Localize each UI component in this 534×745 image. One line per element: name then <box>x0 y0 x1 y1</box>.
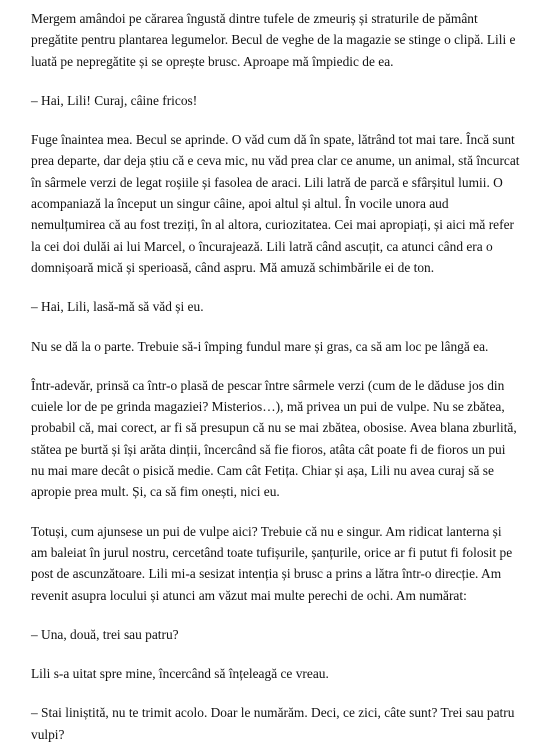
paragraph-8: – Una, două, trei sau patru? <box>31 626 179 642</box>
paragraph-4: – Hai, Lili, lasă-mă să văd și eu. <box>31 299 204 315</box>
paragraph-7: Totuși, cum ajunsese un pui de vulpe aici? Trebuie că nu e singur. Am ridicat lanterna și am baleiat în jurul nostru, cercetând toate tufișurile, șanțurile, orice ar fi putut fi folosit pe post de ascunzătoare. Lili mi-a sesizat intenția și brusc a prins a lătra într-o direcție. Am revenit asupra locului și atunci am văzut mai multe perechi de ochi. Am numărat: <box>31 523 513 603</box>
paragraph-6: Într-adevăr, prinsă ca într-o plasă de pescar între sârmele verzi (cum de le dăduse jos din cuiele lor de pe grinda magaziei? Misterios…), mă privea un pui de vulpe. Nu se zbătea, probabil că, mai corect, ar fi să presupun că nu se mai zbătea, obosise. Avea blana zburlită, stătea pe burtă și își arăta dinții, încercând să fie fioros, atâta cât poate fi de fioros un pui nu mai mare decât o pisică medie. Cam cât Fetița. Chiar și așa, Lili nu avea curaj să se apropie prea mult. Și, ca să fim onești, nici eu. <box>31 377 517 500</box>
paragraph-10: – Stai liniștită, nu te trimit acolo. Doar le numărăm. Deci, ce zici, câte sunt? Trei sau patru vulpi? <box>31 705 515 742</box>
paragraph-2: – Hai, Lili! Curaj, câine fricos! <box>31 92 198 108</box>
paragraph-1: Mergem amândoi pe cărarea îngustă dintre tufele de zmeuriș și straturile de pământ pregătite pentru plantarea legumelor. Becul de veghe de la magazie se stinge o clipă. Lili e luată pe nepregătite și se oprește brusc. Aproape mă împiedic de ea. <box>31 11 516 69</box>
paragraph-3: Fuge înaintea mea. Becul se aprinde. O văd cum dă în spate, lătrând tot mai tare. Încă sunt prea departe, dar deja știu că e ceva mic, nu văd prea clar ce anume, un animal, stă încurcat în sârmele verzi de legat roșiile și fasolea de araci. Lili latră de parcă e sfârșitul lumii. O acompaniază la început un singur câine, apoi altul și altul. În vocile unora aud nemulțumirea că au fost treziți, în al altora, curiozitatea. Cei mai apropiați, și aici mă refer la cei doi dulăi ai lui Marcel, o încurajează. Lili latră când ascuțit, ca atunci când era o domnișoară mică și sperioasă, când aspru. Mă amuză schimbările ei de ton. <box>31 132 520 275</box>
paragraph-5: Nu se dă la o parte. Trebuie să-i împing fundul mare și gras, ca să am loc pe lângă ea. <box>31 338 489 354</box>
paragraph-9: Lili s-a uitat spre mine, încercând să înțeleagă ce vreau. <box>31 666 329 682</box>
